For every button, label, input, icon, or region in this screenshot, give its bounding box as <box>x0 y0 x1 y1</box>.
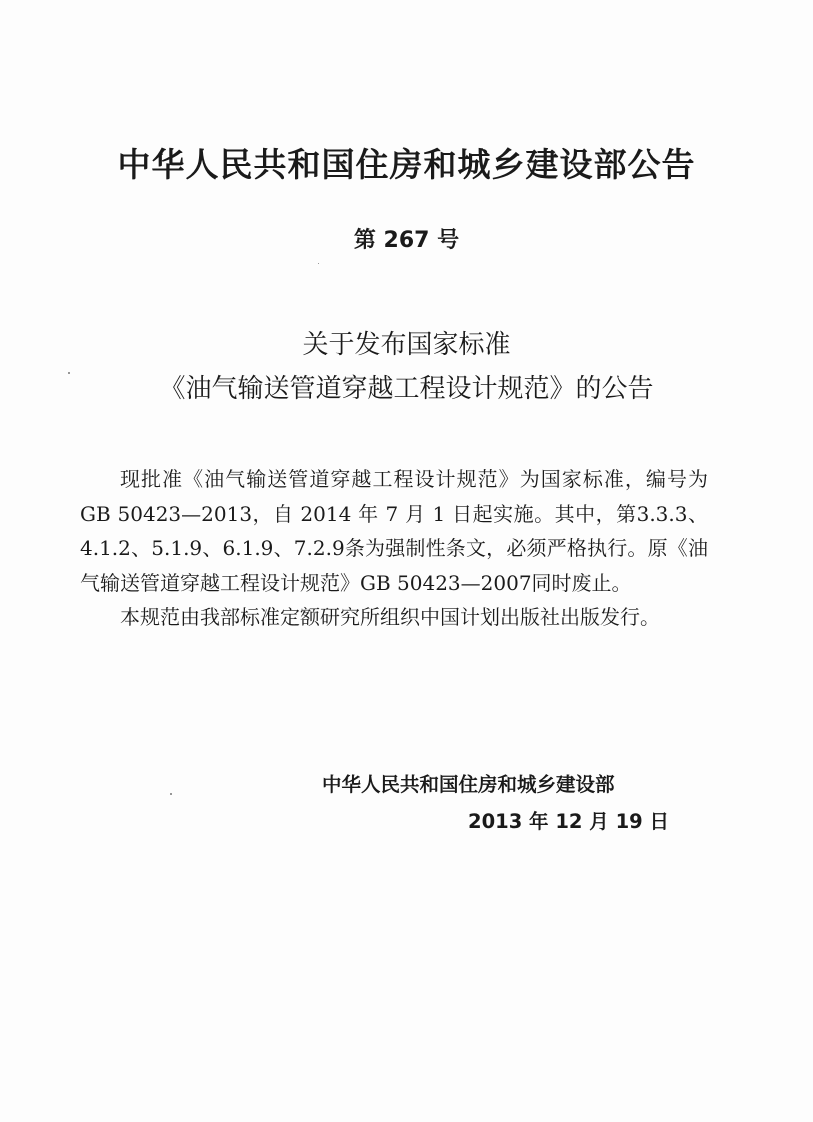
subject-line-2: 《油气输送管道穿越工程设计规范》的公告 <box>159 374 654 404</box>
notice-subject <box>0 323 813 411</box>
ministry-title: 中华人民共和国住房和城乡建设部公告 <box>117 145 696 184</box>
notice-number: 第 267 号 <box>353 228 460 253</box>
notice-body <box>80 462 708 635</box>
signature-organization: 中华人民共和国住房和城乡建设部 <box>322 773 615 796</box>
scan-speck <box>68 372 70 374</box>
body-paragraph-2: 本规范由我部标准定额研究所组织中国计划出版社出版发行。 <box>120 605 660 629</box>
signature-date: 2013 年 12 月 19 日 <box>468 810 669 833</box>
subject-line-1: 关于发布国家标准 <box>302 330 511 360</box>
scan-speck <box>318 263 319 264</box>
scan-speck <box>170 793 172 795</box>
body-paragraph-1: 现批准《油气输送管道穿越工程设计规范》为国家标准，编号为GB 50423—2013，自 2014 年 7 月 1 日起实施。其中，第3.3.3、4.1.2、5.1.9、6.1.9、7.2.9条为强制性条文，必须严格执行。原《油气输送管道穿越工程设计规范》GB 50423—2007同时废止。 <box>80 467 708 595</box>
